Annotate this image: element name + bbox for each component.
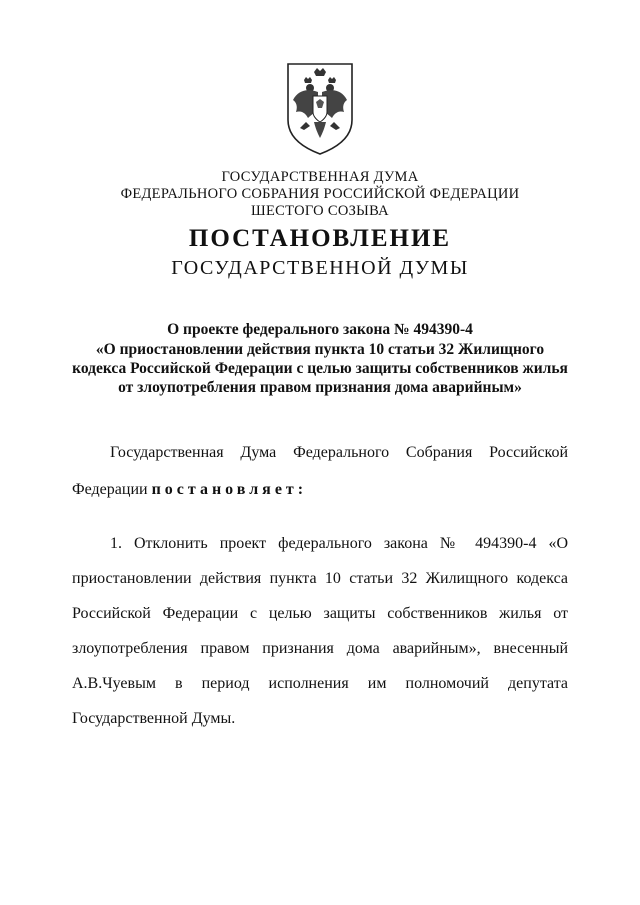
clause-1-line-3: Российской Федерации с целью защиты собственников жилья от — [72, 605, 568, 622]
org-line-2: ФЕДЕРАЛЬНОГО СОБРАНИЯ РОССИЙСКОЙ ФЕДЕРАЦИИ — [120, 186, 520, 202]
clause-1-line-5: А.В.Чуевым в период исполнения им полномочий депутата — [72, 675, 568, 692]
clause-1-line-6: Государственной Думы. — [72, 710, 236, 727]
org-line-1: ГОСУДАРСТВЕННАЯ ДУМА — [221, 169, 419, 185]
preamble-federation: Федерации — [72, 481, 148, 498]
subject-line-3: кодекса Российской Федерации с целью защиты собственников жилья — [72, 360, 568, 377]
document-subtitle: ГОСУДАРСТВЕННОЙ ДУМЫ — [171, 257, 469, 279]
preamble-resolves: постановляет: — [151, 481, 308, 498]
subject-line-2: «О приостановлении действия пункта 10 статьи 32 Жилищного — [95, 341, 545, 358]
document-title: ПОСТАНОВЛЕНИЕ — [188, 225, 452, 252]
preamble-line-1: Государственная Дума Федерального Собрания Российской — [110, 444, 568, 461]
clause-1-line-2: приостановлении действия пункта 10 статьи 32 Жилищного кодекса — [72, 570, 568, 587]
clause-1-line-4: злоупотребления правом признания дома аварийным», внесенный — [72, 640, 568, 657]
clause-1-line-1: 1. Отклонить проект федерального закона № 494390-4 «О — [110, 535, 568, 552]
subject-line-4: от злоупотребления правом признания дома аварийным» — [118, 379, 522, 396]
russian-coat-of-arms-icon — [284, 60, 356, 156]
preamble-line-2 — [72, 481, 307, 499]
subject-line-1: О проекте федерального закона № 494390-4 — [167, 321, 473, 338]
org-line-3: ШЕСТОГО СОЗЫВА — [251, 203, 389, 219]
